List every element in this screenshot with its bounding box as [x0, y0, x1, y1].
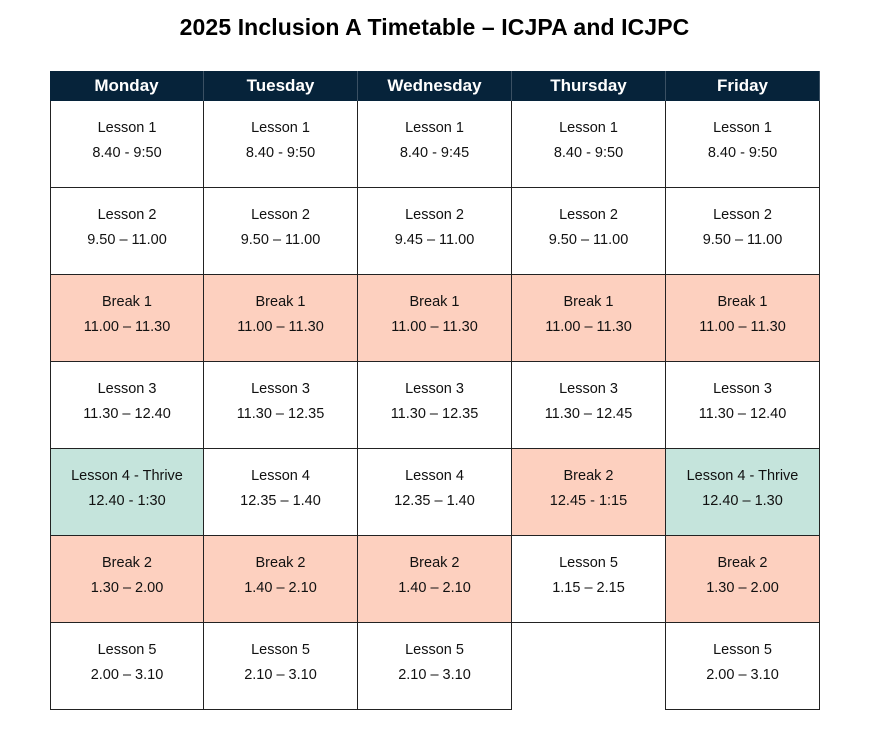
slot-time: 11.30 – 12.40 [83, 406, 171, 422]
slot-wednesday-5 [358, 449, 512, 536]
slot-label: Lesson 4 - Thrive [71, 468, 183, 484]
slot-time: 12.40 - 1:30 [88, 493, 166, 509]
slot-label: Lesson 4 [405, 468, 464, 484]
slot-label: Lesson 1 [97, 120, 157, 136]
slot-time: 9.50 – 11.00 [240, 232, 321, 248]
slot-wednesday-2 [358, 188, 512, 275]
slot-time: 1.15 – 2.15 [552, 580, 625, 596]
empty-slot [512, 623, 666, 710]
slot-friday-2 [666, 188, 820, 275]
slot-thursday-6 [512, 536, 666, 623]
slot-thursday-3 [512, 275, 666, 362]
slot-label: Break 1 [102, 294, 152, 310]
slot-friday-6 [666, 536, 820, 623]
slot-friday-5 [666, 449, 820, 536]
slot-tuesday-7 [204, 623, 358, 710]
slot-label: Lesson 5 [251, 642, 310, 658]
slot-monday-7 [50, 623, 204, 710]
slot-wednesday-4 [358, 362, 512, 449]
slot-time: 8.40 - 9:50 [92, 145, 162, 161]
slot-time: 12.35 – 1.40 [394, 493, 475, 509]
slot-time: 11.30 – 12.45 [544, 406, 633, 422]
slot-label: Break 1 [563, 294, 614, 310]
slot-label: Lesson 3 [97, 381, 157, 397]
slot-label: Break 1 [255, 294, 306, 310]
slot-time: 2.00 – 3.10 [90, 667, 164, 683]
slot-time: 12.35 – 1.40 [240, 493, 321, 509]
slot-label: Lesson 5 [405, 642, 464, 658]
slot-label: Lesson 3 [713, 381, 772, 397]
slot-label: Break 2 [255, 555, 306, 571]
slot-label: Lesson 1 [559, 120, 618, 136]
slot-label: Lesson 2 [251, 207, 310, 223]
slot-tuesday-2 [204, 188, 358, 275]
slot-label: Break 2 [717, 555, 768, 571]
slot-time: 8.40 - 9:50 [553, 145, 624, 161]
slot-time: 9.45 – 11.00 [394, 232, 475, 248]
slot-time: 2.00 – 3.10 [706, 667, 779, 683]
slot-label: Break 1 [717, 294, 768, 310]
slot-time: 12.40 – 1.30 [702, 493, 783, 509]
timetable-grid [50, 71, 820, 710]
slot-time: 12.45 - 1:15 [549, 493, 628, 509]
slot-time: 1.40 – 2.10 [398, 580, 471, 596]
day-header-tuesday: Tuesday [204, 71, 358, 101]
slot-thursday-5 [512, 449, 666, 536]
slot-time: 8.40 - 9:45 [399, 145, 470, 161]
slot-friday-7 [666, 623, 820, 710]
slot-time: 11.30 – 12.35 [236, 406, 325, 422]
slot-label: Break 2 [102, 555, 152, 571]
slot-label: Lesson 2 [713, 207, 772, 223]
slot-time: 9.50 – 11.00 [702, 232, 783, 248]
day-header-thursday: Thursday [512, 71, 666, 101]
slot-thursday-2 [512, 188, 666, 275]
slot-time: 1.30 – 2.00 [90, 580, 164, 596]
slot-label: Lesson 2 [405, 207, 464, 223]
slot-label: Lesson 2 [97, 207, 157, 223]
slot-label: Break 2 [409, 555, 460, 571]
slot-tuesday-6 [204, 536, 358, 623]
slot-time: 11.30 – 12.40 [698, 406, 787, 422]
slot-label: Lesson 3 [251, 381, 310, 397]
slot-time: 1.30 – 2.00 [706, 580, 779, 596]
slot-time: 8.40 - 9:50 [245, 145, 316, 161]
slot-label: Lesson 1 [713, 120, 772, 136]
slot-tuesday-1 [204, 101, 358, 188]
slot-tuesday-4 [204, 362, 358, 449]
slot-time: 2.10 – 3.10 [244, 667, 317, 683]
slot-label: Lesson 1 [405, 120, 464, 136]
slot-time: 2.10 – 3.10 [398, 667, 471, 683]
slot-wednesday-7 [358, 623, 512, 710]
slot-time: 11.00 – 11.30 [83, 319, 171, 335]
day-header-wednesday: Wednesday [358, 71, 512, 101]
slot-tuesday-3 [204, 275, 358, 362]
slot-label: Lesson 1 [251, 120, 310, 136]
slot-thursday-4 [512, 362, 666, 449]
slot-label: Lesson 5 [97, 642, 157, 658]
slot-wednesday-1 [358, 101, 512, 188]
slot-monday-6 [50, 536, 204, 623]
slot-label: Lesson 3 [405, 381, 464, 397]
slot-time: 8.40 - 9:50 [707, 145, 778, 161]
slot-monday-2 [50, 188, 204, 275]
slot-label: Lesson 5 [559, 555, 618, 571]
slot-monday-3 [50, 275, 204, 362]
slot-time: 11.30 – 12.35 [390, 406, 479, 422]
slot-thursday-1 [512, 101, 666, 188]
slot-monday-5 [50, 449, 204, 536]
slot-time: 1.40 – 2.10 [244, 580, 317, 596]
slot-label: Break 1 [409, 294, 460, 310]
slot-time: 9.50 – 11.00 [548, 232, 629, 248]
slot-label: Lesson 4 [251, 468, 310, 484]
slot-monday-1 [50, 101, 204, 188]
page-title: 2025 Inclusion A Timetable – ICJPA and ICJPC [179, 14, 690, 40]
slot-time: 11.00 – 11.30 [391, 319, 478, 335]
slot-time: 11.00 – 11.30 [237, 319, 324, 335]
slot-friday-3 [666, 275, 820, 362]
slot-friday-4 [666, 362, 820, 449]
slot-label: Lesson 4 - Thrive [686, 468, 799, 484]
slot-time: 11.00 – 11.30 [699, 319, 786, 335]
slot-label: Lesson 3 [559, 381, 618, 397]
slot-time: 11.00 – 11.30 [545, 319, 632, 335]
slot-friday-1 [666, 101, 820, 188]
slot-wednesday-6 [358, 536, 512, 623]
slot-label: Break 2 [563, 468, 614, 484]
slot-tuesday-5 [204, 449, 358, 536]
slot-wednesday-3 [358, 275, 512, 362]
day-header-friday: Friday [666, 71, 820, 101]
slot-monday-4 [50, 362, 204, 449]
slot-time: 9.50 – 11.00 [87, 232, 167, 248]
slot-label: Lesson 5 [713, 642, 772, 658]
slot-label: Lesson 2 [559, 207, 618, 223]
day-header-monday: Monday [50, 71, 204, 101]
